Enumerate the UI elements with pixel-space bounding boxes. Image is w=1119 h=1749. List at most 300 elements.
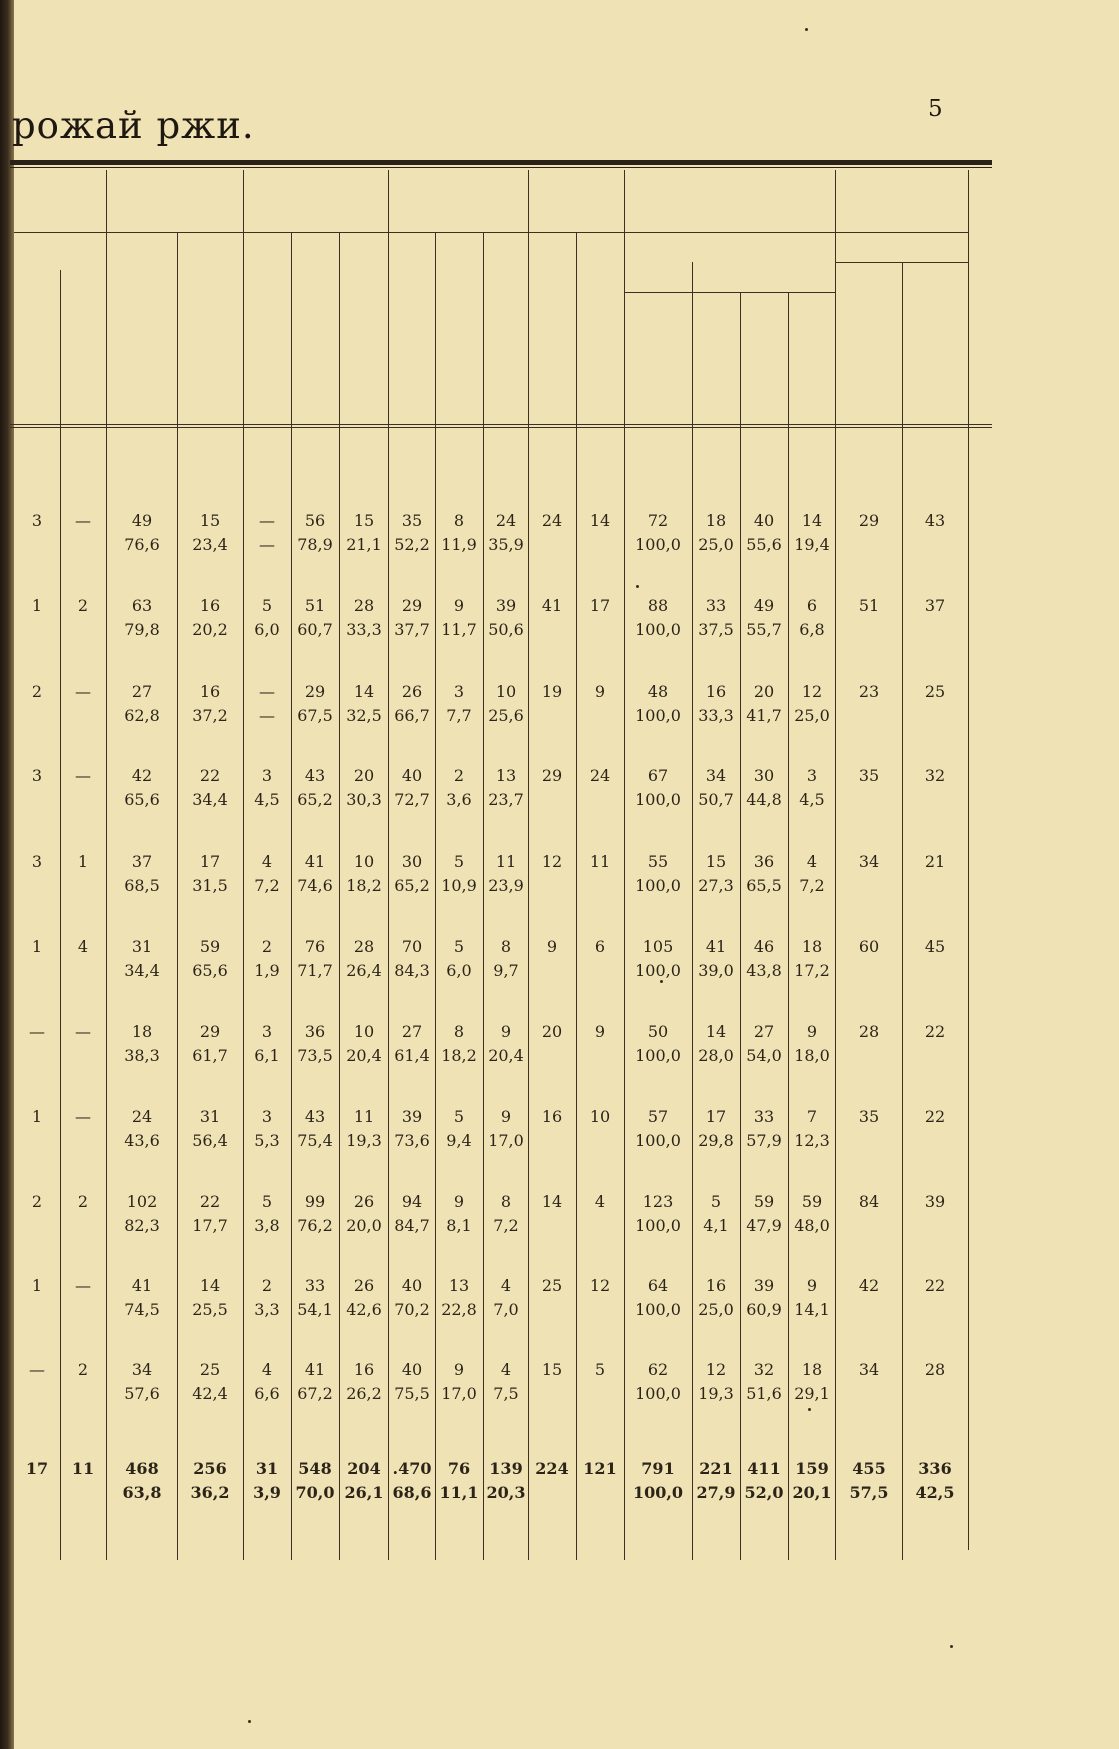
cell-percent: 9,4 [446, 1131, 472, 1150]
cell-count: 24 [495, 511, 517, 530]
cell-count: 32 [924, 766, 946, 785]
cell-count: 8 [500, 1192, 512, 1211]
cell-count: 17 [199, 852, 221, 871]
cell-count: 9 [500, 1107, 512, 1126]
cell-percent: 25,6 [488, 706, 524, 725]
cell-count: 63 [131, 596, 153, 615]
cell-count: 34 [131, 1360, 153, 1379]
page-number: 5 [928, 96, 943, 122]
cell-percent: 38,3 [124, 1046, 160, 1065]
total-percent: 20,1 [792, 1483, 832, 1502]
table-cell [833, 1358, 905, 1382]
cell-count: 36 [304, 1022, 326, 1041]
total-count: 159 [795, 1459, 829, 1478]
cell-count: 30 [401, 852, 423, 871]
cell-percent: 6,8 [799, 620, 825, 639]
cell-percent: 100,0 [635, 1046, 681, 1065]
cell-count: 3 [453, 682, 465, 701]
cell-count: 21 [924, 852, 946, 871]
cell-count: 15 [199, 511, 221, 530]
cell-count: 1 [31, 937, 43, 956]
cell-percent: 43,8 [746, 961, 782, 980]
cell-count: 29 [858, 511, 880, 530]
paper-speck [660, 980, 663, 983]
cell-percent: 42,6 [346, 1300, 382, 1319]
cell-count: 3 [31, 511, 43, 530]
cell-count: 51 [304, 596, 326, 615]
cell-percent: 1,9 [254, 961, 280, 980]
total-count: 31 [255, 1459, 279, 1478]
cell-count: 40 [401, 766, 423, 785]
cell-count: 94 [401, 1192, 423, 1211]
cell-count: 39 [924, 1192, 946, 1211]
cell-count: 34 [858, 852, 880, 871]
table-cell [833, 764, 905, 788]
cell-count: 56 [304, 511, 326, 530]
cell-count: 25 [924, 682, 946, 701]
cell-percent: 61,7 [192, 1046, 228, 1065]
cell-percent: 72,7 [394, 790, 430, 809]
cell-percent: 66,7 [394, 706, 430, 725]
cell-count: 26 [353, 1192, 375, 1211]
cell-count: 88 [647, 596, 669, 615]
cell-count: 4 [261, 852, 273, 871]
cell-count: 105 [642, 937, 674, 956]
cell-count: 17 [589, 596, 611, 615]
cell-count: 1 [31, 1276, 43, 1295]
cell-percent: 100,0 [635, 706, 681, 725]
cell-percent: 100,0 [635, 1216, 681, 1235]
header-bottom-rule [10, 424, 992, 425]
cell-percent: 18,2 [441, 1046, 477, 1065]
cell-count: 29 [304, 682, 326, 701]
table-cell [106, 1020, 178, 1068]
cell-percent: 78,9 [297, 535, 333, 554]
cell-count: 49 [753, 596, 775, 615]
paper-speck [950, 1645, 953, 1648]
cell-count: 9 [500, 1022, 512, 1041]
cell-percent: 34,4 [124, 961, 160, 980]
cell-percent: 25,0 [698, 535, 734, 554]
cell-percent: 50,7 [698, 790, 734, 809]
table-cell [833, 850, 905, 874]
cell-count: 10 [495, 682, 517, 701]
cell-percent: 17,0 [488, 1131, 524, 1150]
cell-percent: 25,0 [794, 706, 830, 725]
cell-count: 10 [353, 852, 375, 871]
cell-percent: 84,7 [394, 1216, 430, 1235]
cell-count: 84 [858, 1192, 880, 1211]
cell-percent: 57,6 [124, 1384, 160, 1403]
cell-count: 3 [261, 1022, 273, 1041]
cell-count: 2 [31, 682, 43, 701]
cell-percent: 51,6 [746, 1384, 782, 1403]
table-cell [899, 935, 971, 959]
cell-count: 28 [353, 596, 375, 615]
cell-percent: 60,9 [746, 1300, 782, 1319]
cell-count: 12 [801, 682, 823, 701]
cell-count: 27 [401, 1022, 423, 1041]
cell-count: 15 [353, 511, 375, 530]
cell-count: 59 [801, 1192, 823, 1211]
cell-percent: 11,7 [441, 620, 477, 639]
cell-percent: 62,8 [124, 706, 160, 725]
cell-count: 25 [541, 1276, 563, 1295]
table-cell [899, 1105, 971, 1129]
table-cell [833, 680, 905, 704]
cell-count: 16 [705, 682, 727, 701]
cell-percent: 20,0 [346, 1216, 382, 1235]
total-count: 17 [25, 1459, 49, 1478]
cell-count: 33 [304, 1276, 326, 1295]
cell-count: 22 [924, 1107, 946, 1126]
cell-percent: 73,5 [297, 1046, 333, 1065]
cell-count: 10 [353, 1022, 375, 1041]
band-rule [14, 232, 968, 233]
table-cell [833, 1020, 905, 1044]
cell-count: 2 [77, 1192, 89, 1211]
cell-count: 31 [199, 1107, 221, 1126]
cell-count: 40 [401, 1360, 423, 1379]
cell-count: 45 [924, 937, 946, 956]
table-cell [899, 509, 971, 533]
cell-count: 50 [647, 1022, 669, 1041]
cell-count: 31 [131, 937, 153, 956]
cell-count: 29 [541, 766, 563, 785]
cell-percent: 27,3 [698, 876, 734, 895]
cell-count: 8 [453, 1022, 465, 1041]
cell-percent: 18,0 [794, 1046, 830, 1065]
cell-count: 12 [541, 852, 563, 871]
cell-count: 5 [261, 1192, 273, 1211]
cell-percent: 54,0 [746, 1046, 782, 1065]
cell-count: 32 [753, 1360, 775, 1379]
cell-percent: 7,2 [799, 876, 825, 895]
cell-percent: 67,5 [297, 706, 333, 725]
cell-count: 1 [31, 596, 43, 615]
cell-percent: 76,2 [297, 1216, 333, 1235]
cell-count: — [29, 1022, 45, 1041]
table-cell [106, 1105, 178, 1153]
cell-percent: 100,0 [635, 1384, 681, 1403]
cell-percent: 19,4 [794, 535, 830, 554]
cell-percent: 65,6 [124, 790, 160, 809]
total-percent: 70,0 [295, 1483, 335, 1502]
cell-count: 41 [131, 1276, 153, 1295]
cell-count: 24 [589, 766, 611, 785]
cell-count: 43 [304, 1107, 326, 1126]
cell-percent: 68,5 [124, 876, 160, 895]
table-cell [899, 594, 971, 618]
cell-count: 14 [589, 511, 611, 530]
table-cell [106, 1274, 178, 1322]
cell-percent: 37,5 [698, 620, 734, 639]
cell-percent: 79,8 [124, 620, 160, 639]
cell-count: 4 [594, 1192, 606, 1211]
total-count: .470 [392, 1459, 432, 1478]
cell-percent: 10,9 [441, 876, 477, 895]
cell-percent: 17,7 [192, 1216, 228, 1235]
cell-count: — [75, 1022, 91, 1041]
cell-count: 55 [647, 852, 669, 871]
total-count: 411 [747, 1459, 781, 1478]
cell-percent: 23,9 [488, 876, 524, 895]
cell-percent: 4,1 [703, 1216, 729, 1235]
total-count: 76 [447, 1459, 471, 1478]
cell-count: 2 [453, 766, 465, 785]
cell-count: 5 [453, 937, 465, 956]
paper-speck [805, 28, 808, 31]
total-percent: 26,1 [344, 1483, 384, 1502]
table-cell [899, 764, 971, 788]
total-count: 224 [535, 1459, 569, 1478]
cell-count: 102 [126, 1192, 158, 1211]
cell-count: 8 [453, 511, 465, 530]
cell-percent: 74,6 [297, 876, 333, 895]
cell-percent: 100,0 [635, 620, 681, 639]
total-count: 468 [125, 1459, 159, 1478]
total-percent: 11,1 [439, 1483, 479, 1502]
cell-count: 3 [261, 766, 273, 785]
cell-percent: 14,1 [794, 1300, 830, 1319]
total-count: 256 [193, 1459, 227, 1478]
cell-count: 59 [753, 1192, 775, 1211]
cell-percent: 65,2 [394, 876, 430, 895]
table-cell [899, 1358, 971, 1382]
cell-percent: 84,3 [394, 961, 430, 980]
cell-count: — [75, 766, 91, 785]
cell-count: 28 [858, 1022, 880, 1041]
total-count: 204 [347, 1459, 381, 1478]
cell-percent: 9,7 [493, 961, 519, 980]
table-cell [106, 935, 178, 983]
cell-count: 2 [31, 1192, 43, 1211]
cell-percent: 25,0 [698, 1300, 734, 1319]
cell-count: — [75, 1107, 91, 1126]
total-count: 548 [298, 1459, 332, 1478]
cell-percent: 29,8 [698, 1131, 734, 1150]
table-cell [833, 1190, 905, 1214]
cell-count: 5 [453, 852, 465, 871]
cell-count: 12 [589, 1276, 611, 1295]
table-cell [106, 1358, 178, 1406]
cell-count: 9 [806, 1276, 818, 1295]
cell-count: 13 [448, 1276, 470, 1295]
cell-percent: 56,4 [192, 1131, 228, 1150]
cell-percent: 6,0 [254, 620, 280, 639]
cell-count: 14 [199, 1276, 221, 1295]
cell-count: 2 [77, 596, 89, 615]
cell-count: 3 [31, 766, 43, 785]
total-percent: 63,8 [122, 1483, 162, 1502]
cell-count: 40 [753, 511, 775, 530]
cell-count: 70 [401, 937, 423, 956]
cell-percent: 73,6 [394, 1131, 430, 1150]
cell-percent: 71,7 [297, 961, 333, 980]
cell-percent: 12,3 [794, 1131, 830, 1150]
cell-count: 39 [401, 1107, 423, 1126]
cell-percent: 4,5 [254, 790, 280, 809]
cell-percent: 41,7 [746, 706, 782, 725]
cell-count: 4 [261, 1360, 273, 1379]
cell-count: 15 [705, 852, 727, 871]
cell-percent: 33,3 [698, 706, 734, 725]
cell-percent: 100,0 [635, 535, 681, 554]
cell-percent: 43,6 [124, 1131, 160, 1150]
cell-percent: 37,2 [192, 706, 228, 725]
cell-percent: 76,6 [124, 535, 160, 554]
cell-percent: 19,3 [698, 1384, 734, 1403]
cell-count: 28 [924, 1360, 946, 1379]
cell-percent: 55,7 [746, 620, 782, 639]
table-cell [106, 509, 178, 557]
cell-percent: 21,1 [346, 535, 382, 554]
cell-count: 14 [801, 511, 823, 530]
cell-count: — [29, 1360, 45, 1379]
cell-count: 16 [199, 682, 221, 701]
cell-percent: 65,6 [192, 961, 228, 980]
cell-count: 3 [806, 766, 818, 785]
cell-count: 57 [647, 1107, 669, 1126]
cell-count: 33 [705, 596, 727, 615]
cell-count: 20 [541, 1022, 563, 1041]
subgroup-rule [624, 292, 835, 293]
cell-count: 5 [710, 1192, 722, 1211]
cell-percent: 37,7 [394, 620, 430, 639]
cell-percent: 31,5 [192, 876, 228, 895]
cell-percent: 32,5 [346, 706, 382, 725]
cell-percent: 100,0 [635, 961, 681, 980]
cell-percent: 17,2 [794, 961, 830, 980]
total-count: 11 [71, 1459, 95, 1478]
cell-count: 3 [261, 1107, 273, 1126]
cell-count: 72 [647, 511, 669, 530]
cell-percent: 33,3 [346, 620, 382, 639]
cell-count: 9 [453, 1360, 465, 1379]
cell-percent: 26,4 [346, 961, 382, 980]
cell-count: 40 [401, 1276, 423, 1295]
total-percent: 57,5 [849, 1483, 889, 1502]
cell-count: 41 [705, 937, 727, 956]
cell-percent: 19,3 [346, 1131, 382, 1150]
cell-count: 4 [500, 1276, 512, 1295]
table-cell [833, 594, 905, 618]
cell-percent: 23,4 [192, 535, 228, 554]
cell-percent: 65,5 [746, 876, 782, 895]
cell-count: 23 [858, 682, 880, 701]
cell-percent: 100,0 [635, 876, 681, 895]
cell-count: 35 [858, 766, 880, 785]
table-cell [833, 1274, 905, 1298]
total-percent: 42,5 [915, 1483, 955, 1502]
cell-count: 18 [801, 1360, 823, 1379]
table-cell [833, 1105, 905, 1129]
cell-percent: 20,4 [488, 1046, 524, 1065]
header-rule-thin [10, 167, 992, 168]
cell-count: 24 [131, 1107, 153, 1126]
cell-percent: 17,0 [441, 1384, 477, 1403]
cell-count: 49 [131, 511, 153, 530]
cell-percent: 18,2 [346, 876, 382, 895]
paper-speck [248, 1720, 251, 1723]
cell-count: 42 [858, 1276, 880, 1295]
table-cell [106, 680, 178, 728]
cell-count: 37 [131, 852, 153, 871]
cell-count: 12 [705, 1360, 727, 1379]
table-cell [899, 1274, 971, 1298]
cell-count: 15 [541, 1360, 563, 1379]
total-percent: 27,9 [696, 1483, 736, 1502]
cell-count: 4 [500, 1360, 512, 1379]
cell-count: 1 [77, 852, 89, 871]
cell-count: 2 [261, 937, 273, 956]
cell-count: 17 [705, 1107, 727, 1126]
cell-percent: 30,3 [346, 790, 382, 809]
cell-count: 6 [806, 596, 818, 615]
cell-percent: 22,8 [441, 1300, 477, 1319]
cell-count: 39 [495, 596, 517, 615]
cell-count: 43 [924, 511, 946, 530]
cell-count: 5 [594, 1360, 606, 1379]
cell-percent: 54,1 [297, 1300, 333, 1319]
cell-percent: 44,8 [746, 790, 782, 809]
cell-count: 25 [199, 1360, 221, 1379]
total-percent: 52,0 [744, 1483, 784, 1502]
cell-percent: 7,2 [254, 876, 280, 895]
cell-percent: 25,5 [192, 1300, 228, 1319]
cell-count: 20 [753, 682, 775, 701]
table-cell [899, 850, 971, 874]
cell-percent: 65,2 [297, 790, 333, 809]
table-cell [833, 935, 905, 959]
cell-count: 51 [858, 596, 880, 615]
table-cell [106, 764, 178, 812]
cell-percent: — [259, 706, 275, 725]
total-cell [833, 1457, 905, 1505]
total-count: 221 [699, 1459, 733, 1478]
cell-percent: 70,2 [394, 1300, 430, 1319]
cell-count: 18 [131, 1022, 153, 1041]
cell-percent: 48,0 [794, 1216, 830, 1235]
cell-count: 34 [858, 1360, 880, 1379]
cell-count: 22 [924, 1276, 946, 1295]
cell-count: 41 [541, 596, 563, 615]
paper-speck [808, 1408, 811, 1411]
cell-count: 1 [31, 1107, 43, 1126]
cell-count: 16 [705, 1276, 727, 1295]
cell-count: 29 [199, 1022, 221, 1041]
total-percent: 3,9 [253, 1483, 281, 1502]
cell-percent: 7,5 [493, 1384, 519, 1403]
total-cell [899, 1457, 971, 1505]
cell-percent: 20,2 [192, 620, 228, 639]
cell-count: 33 [753, 1107, 775, 1126]
cell-count: 30 [753, 766, 775, 785]
cell-count: 9 [594, 1022, 606, 1041]
book-gutter [0, 0, 14, 1749]
cell-count: 24 [541, 511, 563, 530]
cell-count: 64 [647, 1276, 669, 1295]
cell-count: 43 [304, 766, 326, 785]
cell-count: 5 [453, 1107, 465, 1126]
cell-count: 9 [546, 937, 558, 956]
cell-percent: 7,0 [493, 1300, 519, 1319]
header-bottom-rule-2 [10, 427, 992, 428]
cell-count: 76 [304, 937, 326, 956]
cell-count: 20 [353, 766, 375, 785]
cell-percent: 35,9 [488, 535, 524, 554]
table-cell [106, 850, 178, 898]
